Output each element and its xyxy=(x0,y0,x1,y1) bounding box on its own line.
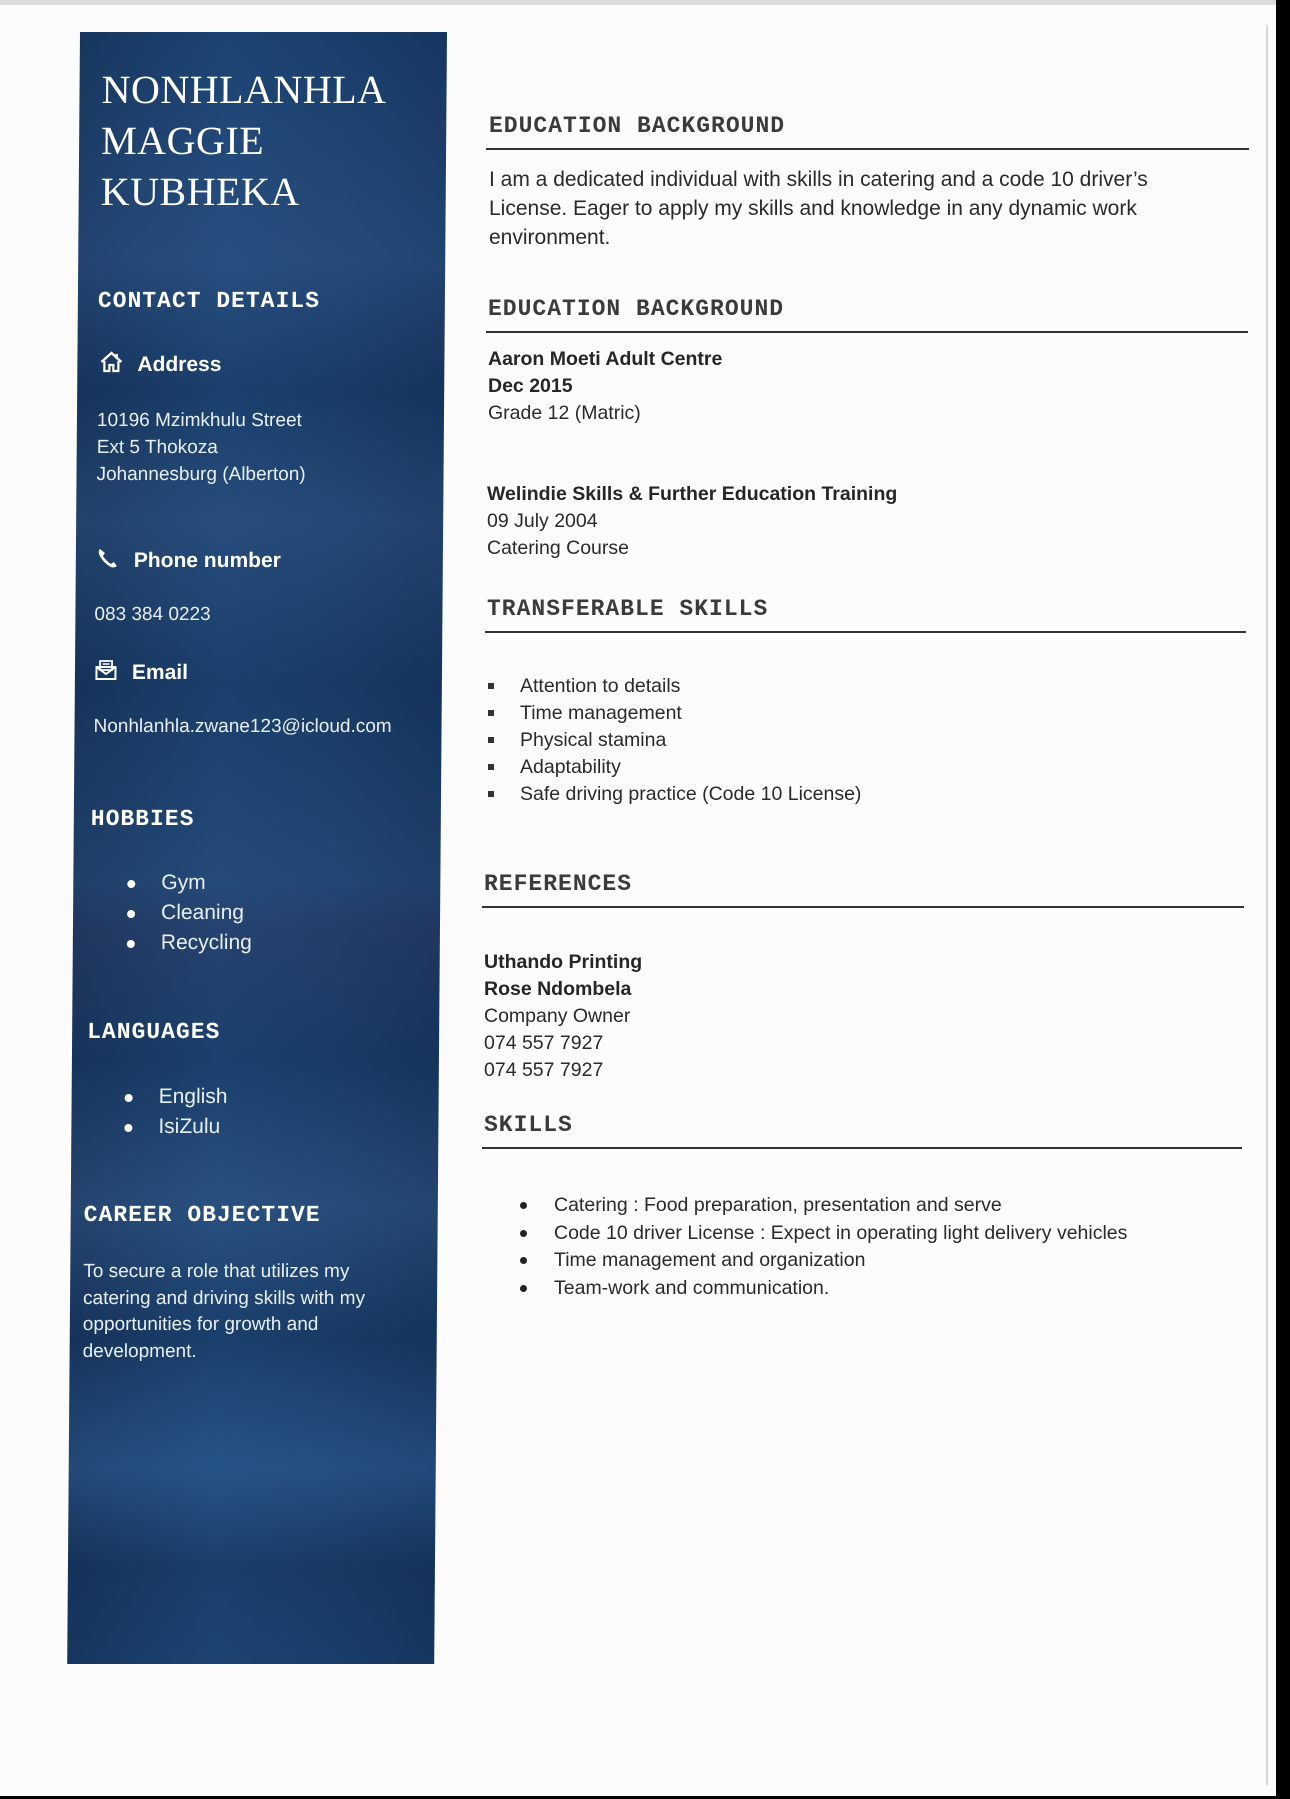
name-line-3: KUBHEKA xyxy=(100,169,300,214)
reference-entry xyxy=(484,949,642,1084)
profile-line: environment. xyxy=(489,226,611,249)
reference-phone: 074 557 7927 xyxy=(484,1059,604,1081)
languages-heading: LANGUAGES xyxy=(87,1019,221,1045)
address-line: Ext 5 Thokoza xyxy=(96,437,218,458)
institution-name: Welindie Skills & Further Education Training xyxy=(487,483,898,505)
transferable-skills-list xyxy=(486,673,861,808)
section-divider xyxy=(485,631,1246,633)
reference-phone: 074 557 7927 xyxy=(484,1032,604,1054)
name-line-2: MAGGIE xyxy=(100,118,265,163)
email-label: Email xyxy=(131,661,189,684)
list-item: Catering : Food preparation, presentation and serve xyxy=(518,1192,1127,1220)
name-line-1: NONHLANHLA xyxy=(101,67,387,112)
institution-name: Aaron Moeti Adult Centre xyxy=(488,348,723,370)
phone-label: Phone number xyxy=(133,549,281,572)
email-address[interactable]: Nonhlanhla.zwane123@icloud.com xyxy=(93,716,392,737)
list-item: English xyxy=(123,1082,228,1112)
profile-heading: EDUCATION BACKGROUND xyxy=(489,113,786,139)
contact-heading: CONTACT DETAILS xyxy=(97,288,321,314)
reference-name: Rose Ndombela xyxy=(484,978,632,1000)
education-date: 09 July 2004 xyxy=(487,510,598,532)
career-line: To secure a role that utilizes my xyxy=(83,1261,350,1282)
profile-line: License. Eager to apply my skills and knowledge in any dynamic work xyxy=(489,197,1137,220)
profile-text xyxy=(489,165,1148,252)
list-item: Adaptability xyxy=(486,754,861,781)
list-item: Code 10 driver License : Expect in operating light delivery vehicles xyxy=(518,1220,1127,1248)
address-label: Address xyxy=(137,353,222,376)
list-item: Recycling xyxy=(125,928,252,958)
list-item: Time management xyxy=(486,700,861,727)
reference-title: Company Owner xyxy=(484,1005,631,1027)
skills-heading: SKILLS xyxy=(484,1112,573,1138)
list-item: Cleaning xyxy=(125,898,252,928)
hobbies-heading: HOBBIES xyxy=(90,806,195,832)
career-line: development. xyxy=(82,1340,197,1362)
education-heading: EDUCATION BACKGROUND xyxy=(488,296,785,322)
address-line: 10196 Mzimkhulu Street xyxy=(96,410,302,431)
list-item: Time management and organization xyxy=(518,1247,1127,1275)
section-divider xyxy=(486,148,1249,150)
reference-company: Uthando Printing xyxy=(484,951,643,973)
education-entry-1 xyxy=(488,346,722,427)
career-objective-heading: CAREER OBJECTIVE xyxy=(83,1202,321,1228)
qualification: Catering Course xyxy=(487,537,629,559)
phone-number: 083 384 0223 xyxy=(94,604,211,625)
education-date: Dec 2015 xyxy=(488,375,573,397)
section-divider xyxy=(486,331,1248,333)
section-divider xyxy=(482,906,1244,908)
list-item: Attention to details xyxy=(486,673,861,700)
list-item: IsiZulu xyxy=(122,1112,227,1142)
career-line: catering and driving skills with my xyxy=(82,1287,366,1309)
main-column xyxy=(0,5,1276,1796)
list-item: Gym xyxy=(125,868,252,898)
transferable-skills-heading: TRANSFERABLE SKILLS xyxy=(487,596,769,622)
address-line: Johannesburg (Alberton) xyxy=(96,464,306,485)
list-item: Safe driving practice (Code 10 License) xyxy=(486,781,861,808)
career-line: opportunities for growth and xyxy=(82,1314,319,1335)
list-item: Physical stamina xyxy=(486,727,861,754)
references-heading: REFERENCES xyxy=(484,871,633,897)
section-divider xyxy=(482,1147,1242,1149)
qualification: Grade 12 (Matric) xyxy=(488,402,641,424)
education-entry-2 xyxy=(487,481,897,562)
profile-line: I am a dedicated individual with skills in catering and a code 10 driver’s xyxy=(489,168,1148,191)
list-item: Team-work and communication. xyxy=(518,1275,1127,1303)
skills-list xyxy=(518,1192,1127,1302)
